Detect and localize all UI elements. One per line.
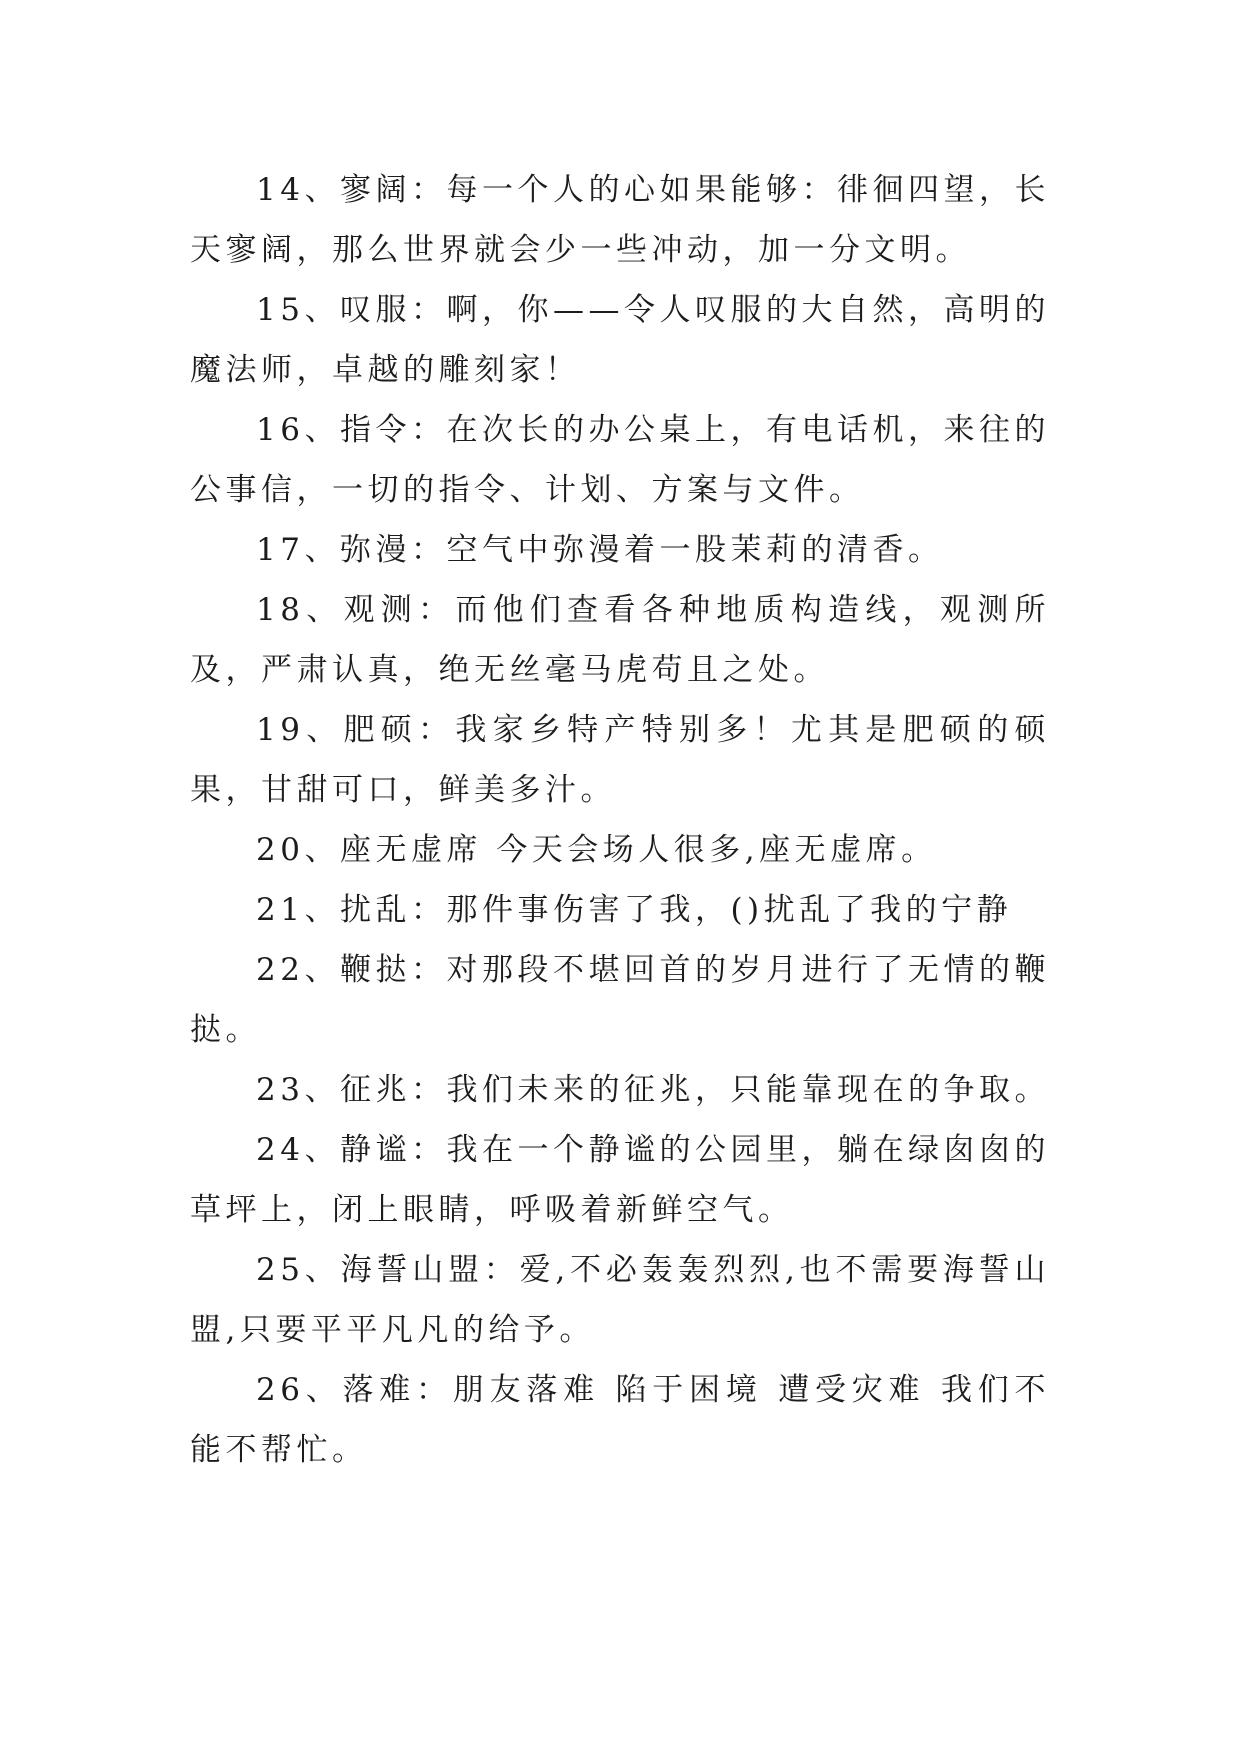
paragraph-15: 15、叹服：啊，你——令人叹服的大自然，高明的魔法师，卓越的雕刻家！ [190, 292, 1050, 388]
paragraph-17: 17、弥漫：空气中弥漫着一股茉莉的清香。 [256, 532, 944, 568]
document-body [190, 160, 1050, 1480]
paragraph-16: 16、指令：在次长的办公桌上，有电话机，来往的公事信，一切的指令、计划、方案与文件。 [190, 412, 1050, 508]
paragraph-18: 18、观测：而他们查看各种地质构造线，观测所及，严肃认真，绝无丝毫马虎苟且之处。 [190, 592, 1050, 688]
paragraph-20: 20、座无虚席 今天会场人很多,座无虚席。 [256, 832, 937, 868]
paragraph-23: 23、征兆：我们未来的征兆，只能靠现在的争取。 [256, 1072, 1050, 1108]
paragraph-14: 14、寥阔：每一个人的心如果能够：徘徊四望，长天寥阔，那么世界就会少一些冲动，加一分文明。 [190, 172, 1050, 268]
paragraph-19: 19、肥硕：我家乡特产特别多！尤其是肥硕的硕果，甘甜可口，鲜美多汁。 [190, 712, 1050, 808]
paragraph-25: 25、海誓山盟：爱,不必轰轰烈烈,也不需要海誓山盟,只要平平凡凡的给予。 [190, 1252, 1050, 1348]
paragraph-22: 22、鞭挞：对那段不堪回首的岁月进行了无情的鞭挞。 [190, 952, 1050, 1048]
paragraph-26: 26、落难：朋友落难 陷于困境 遭受灾难 我们不能不帮忙。 [190, 1372, 1050, 1468]
paragraph-21: 21、扰乱：那件事伤害了我，()扰乱了我的宁静 [256, 892, 1013, 928]
paragraph-24: 24、静谧：我在一个静谧的公园里，躺在绿囱囱的草坪上，闭上眼睛，呼吸着新鲜空气。 [190, 1132, 1050, 1228]
